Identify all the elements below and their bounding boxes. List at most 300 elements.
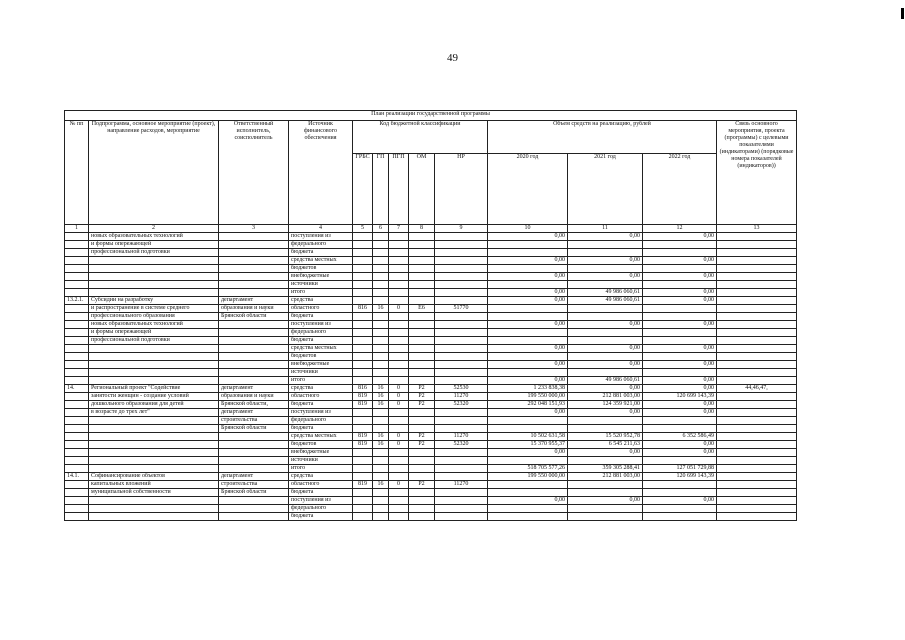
cell-pgp: 0 xyxy=(389,401,409,409)
cell-c4: поступления из xyxy=(289,321,353,329)
cell-grbs xyxy=(353,465,373,473)
cell-grbs xyxy=(353,497,373,505)
cell-np xyxy=(435,409,488,417)
header-om: ОМ xyxy=(409,154,435,225)
column-number: 8 xyxy=(409,225,435,233)
cell-c4: бюджета xyxy=(289,489,353,497)
cell-gp xyxy=(373,241,389,249)
table-row xyxy=(65,369,797,377)
cell-c3: Брянской области xyxy=(219,425,289,433)
cell-grbs xyxy=(353,425,373,433)
cell-np xyxy=(435,329,488,337)
cell-c4: средства местных xyxy=(289,433,353,441)
table-row xyxy=(65,337,797,345)
cell-om xyxy=(409,345,435,353)
cell-v2022: 0,00 xyxy=(643,297,717,305)
cell-gp xyxy=(373,329,389,337)
cell-c3: департамент xyxy=(219,385,289,393)
cell-v2021: 0,00 xyxy=(568,385,643,393)
cell-gp xyxy=(373,313,389,321)
cell-c3 xyxy=(219,513,289,521)
cell-c13: 44,46,47, xyxy=(717,385,797,393)
column-number: 1 xyxy=(65,225,89,233)
cell-gp xyxy=(373,417,389,425)
header-link: Связь основного мероприятия, проекта (программы) с целевыми показателями (индикаторами) (порядковые номера показателей (индикаторов)) xyxy=(717,121,797,225)
cell-pgp xyxy=(389,489,409,497)
cell-v2021 xyxy=(568,337,643,345)
table-row xyxy=(65,273,797,281)
cell-np xyxy=(435,505,488,513)
cell-c2 xyxy=(89,425,219,433)
cell-c1 xyxy=(65,353,89,361)
cell-v2021: 0,00 xyxy=(568,409,643,417)
cell-v2021: 0,00 xyxy=(568,361,643,369)
column-number: 9 xyxy=(435,225,488,233)
cell-gp: 16 xyxy=(373,401,389,409)
cell-c2: в возрасте до трех лет" xyxy=(89,409,219,417)
cell-v2021 xyxy=(568,369,643,377)
cell-c1 xyxy=(65,497,89,505)
cell-c1 xyxy=(65,417,89,425)
cell-v2020: 199 550 000,00 xyxy=(488,393,568,401)
cell-c4: областного xyxy=(289,481,353,489)
cell-grbs: 816 xyxy=(353,305,373,313)
cell-c2: новых образовательных технологий xyxy=(89,233,219,241)
cell-grbs xyxy=(353,449,373,457)
cell-gp xyxy=(373,321,389,329)
cell-grbs xyxy=(353,369,373,377)
cell-c2 xyxy=(89,273,219,281)
cell-pgp: 0 xyxy=(389,305,409,313)
cell-np: 11270 xyxy=(435,481,488,489)
cell-c2: муниципальной собственности xyxy=(89,489,219,497)
cell-v2022: 0,00 xyxy=(643,289,717,297)
cell-c13 xyxy=(717,329,797,337)
cell-om xyxy=(409,489,435,497)
cell-om: Р2 xyxy=(409,441,435,449)
cell-c1 xyxy=(65,481,89,489)
cell-c4: бюджета xyxy=(289,425,353,433)
cell-c2 xyxy=(89,257,219,265)
cell-v2020 xyxy=(488,457,568,465)
cell-c2: занятости женщин - создание условий xyxy=(89,393,219,401)
table-row xyxy=(65,377,797,385)
cell-v2020 xyxy=(488,265,568,273)
cell-c2 xyxy=(89,345,219,353)
cell-grbs xyxy=(353,417,373,425)
cell-np xyxy=(435,449,488,457)
header-volume: Объем средств на реализацию, рублей xyxy=(488,121,717,154)
cell-c1: 14.1. xyxy=(65,473,89,481)
cell-c4: бюджета xyxy=(289,401,353,409)
table-row xyxy=(65,281,797,289)
cell-om xyxy=(409,265,435,273)
cell-c2: профессионального образования xyxy=(89,313,219,321)
cell-c2: профессиональной подготовки xyxy=(89,249,219,257)
cell-c1 xyxy=(65,433,89,441)
cell-np xyxy=(435,457,488,465)
cell-np xyxy=(435,489,488,497)
cell-v2021: 359 305 288,41 xyxy=(568,465,643,473)
cell-v2020 xyxy=(488,513,568,521)
header-budget-code: Код бюджетной классификации xyxy=(353,121,488,154)
cell-c2 xyxy=(89,441,219,449)
cell-grbs xyxy=(353,329,373,337)
cell-v2021: 0,00 xyxy=(568,345,643,353)
cell-grbs xyxy=(353,457,373,465)
cell-c2 xyxy=(89,433,219,441)
cell-v2022 xyxy=(643,369,717,377)
cell-om: Р2 xyxy=(409,401,435,409)
cell-c13 xyxy=(717,441,797,449)
cell-om xyxy=(409,425,435,433)
cell-c13 xyxy=(717,409,797,417)
cell-c13 xyxy=(717,273,797,281)
cell-v2020: 0,00 xyxy=(488,361,568,369)
cell-c13 xyxy=(717,361,797,369)
cell-c2 xyxy=(89,497,219,505)
cell-c13 xyxy=(717,489,797,497)
table-row xyxy=(65,385,797,393)
cell-grbs xyxy=(353,297,373,305)
cell-om xyxy=(409,497,435,505)
edge-mark xyxy=(901,8,904,19)
table-row xyxy=(65,289,797,297)
cell-c4: федерального xyxy=(289,329,353,337)
cell-pgp xyxy=(389,345,409,353)
cell-np xyxy=(435,345,488,353)
cell-c3 xyxy=(219,265,289,273)
cell-c13 xyxy=(717,473,797,481)
cell-om xyxy=(409,329,435,337)
table-row xyxy=(65,393,797,401)
cell-c2: новых образовательных технологий xyxy=(89,321,219,329)
cell-v2022: 0,00 xyxy=(643,441,717,449)
cell-om xyxy=(409,281,435,289)
cell-v2022 xyxy=(643,241,717,249)
cell-c2 xyxy=(89,369,219,377)
cell-c13 xyxy=(717,433,797,441)
cell-v2022: 0,00 xyxy=(643,321,717,329)
cell-c1 xyxy=(65,281,89,289)
cell-c13 xyxy=(717,481,797,489)
cell-v2021 xyxy=(568,305,643,313)
cell-c3 xyxy=(219,337,289,345)
cell-np xyxy=(435,281,488,289)
cell-c13 xyxy=(717,305,797,313)
cell-c13 xyxy=(717,233,797,241)
header-pgp: ПГП xyxy=(389,154,409,225)
cell-pgp xyxy=(389,505,409,513)
cell-v2022 xyxy=(643,337,717,345)
cell-c4: итого xyxy=(289,377,353,385)
cell-grbs xyxy=(353,513,373,521)
header-grbs: ГРБС xyxy=(353,154,373,225)
cell-c3: Брянской области, xyxy=(219,401,289,409)
cell-gp xyxy=(373,289,389,297)
cell-v2021: 0,00 xyxy=(568,257,643,265)
table-row xyxy=(65,401,797,409)
cell-gp xyxy=(373,361,389,369)
cell-c13 xyxy=(717,241,797,249)
cell-pgp xyxy=(389,297,409,305)
cell-v2021 xyxy=(568,353,643,361)
cell-v2022: 0,00 xyxy=(643,257,717,265)
cell-pgp xyxy=(389,273,409,281)
cell-v2021 xyxy=(568,281,643,289)
cell-c3 xyxy=(219,497,289,505)
cell-pgp xyxy=(389,329,409,337)
cell-pgp xyxy=(389,513,409,521)
cell-c13 xyxy=(717,321,797,329)
cell-c3: департамент xyxy=(219,473,289,481)
cell-v2021 xyxy=(568,241,643,249)
cell-om: Р2 xyxy=(409,385,435,393)
cell-v2022: 0,00 xyxy=(643,361,717,369)
cell-om xyxy=(409,369,435,377)
cell-pgp: 0 xyxy=(389,441,409,449)
cell-c13 xyxy=(717,369,797,377)
cell-om xyxy=(409,257,435,265)
cell-c2 xyxy=(89,361,219,369)
cell-gp xyxy=(373,273,389,281)
cell-c1 xyxy=(65,425,89,433)
cell-c3 xyxy=(219,377,289,385)
cell-c4: поступления из xyxy=(289,409,353,417)
cell-v2020 xyxy=(488,337,568,345)
cell-pgp xyxy=(389,417,409,425)
cell-v2020 xyxy=(488,481,568,489)
cell-c4: поступления из xyxy=(289,497,353,505)
header-activity: Подпрограмма, основное мероприятие (проект), направление расходов, мероприятие xyxy=(89,121,219,225)
cell-c4: поступления из xyxy=(289,233,353,241)
cell-c2: и распространение в системе среднего xyxy=(89,305,219,313)
cell-pgp xyxy=(389,497,409,505)
cell-c4: средства xyxy=(289,297,353,305)
cell-v2022: 0,00 xyxy=(643,497,717,505)
cell-pgp: 0 xyxy=(389,393,409,401)
cell-c2 xyxy=(89,417,219,425)
cell-c4: итого xyxy=(289,289,353,297)
cell-gp xyxy=(373,457,389,465)
cell-np: 52530 xyxy=(435,385,488,393)
cell-v2021 xyxy=(568,513,643,521)
column-number: 3 xyxy=(219,225,289,233)
cell-c2 xyxy=(89,265,219,273)
cell-c1 xyxy=(65,329,89,337)
table-row xyxy=(65,497,797,505)
cell-np xyxy=(435,321,488,329)
cell-c1 xyxy=(65,249,89,257)
cell-c13 xyxy=(717,281,797,289)
cell-pgp xyxy=(389,313,409,321)
cell-np: 11270 xyxy=(435,433,488,441)
cell-v2022: 127 051 729,88 xyxy=(643,465,717,473)
cell-c2 xyxy=(89,377,219,385)
cell-pgp: 0 xyxy=(389,385,409,393)
cell-v2022 xyxy=(643,417,717,425)
cell-v2022: 0,00 xyxy=(643,385,717,393)
column-number: 4 xyxy=(289,225,353,233)
cell-c3: Брянской области xyxy=(219,313,289,321)
cell-v2020 xyxy=(488,313,568,321)
cell-c13 xyxy=(717,497,797,505)
cell-np xyxy=(435,473,488,481)
cell-c3 xyxy=(219,249,289,257)
cell-pgp xyxy=(389,377,409,385)
table-row xyxy=(65,417,797,425)
cell-c4: федерального xyxy=(289,241,353,249)
cell-om xyxy=(409,505,435,513)
cell-om: Р2 xyxy=(409,393,435,401)
cell-c13 xyxy=(717,401,797,409)
cell-gp: 16 xyxy=(373,441,389,449)
cell-c1 xyxy=(65,369,89,377)
cell-grbs: 819 xyxy=(353,481,373,489)
cell-c4: источники xyxy=(289,281,353,289)
table-row xyxy=(65,481,797,489)
cell-v2020: 1 233 838,38 xyxy=(488,385,568,393)
cell-v2022 xyxy=(643,265,717,273)
cell-gp xyxy=(373,513,389,521)
cell-v2020 xyxy=(488,353,568,361)
cell-c1 xyxy=(65,393,89,401)
cell-np: 11270 xyxy=(435,393,488,401)
cell-c1 xyxy=(65,305,89,313)
cell-v2020: 199 550 000,00 xyxy=(488,473,568,481)
cell-om xyxy=(409,289,435,297)
cell-np xyxy=(435,257,488,265)
cell-c2: профессиональной подготовки xyxy=(89,337,219,345)
cell-pgp xyxy=(389,265,409,273)
header-2021: 2021 год xyxy=(568,154,643,225)
cell-v2021 xyxy=(568,425,643,433)
cell-c3 xyxy=(219,329,289,337)
cell-pgp xyxy=(389,289,409,297)
cell-c3 xyxy=(219,441,289,449)
cell-c4: внебюджетные xyxy=(289,449,353,457)
cell-v2022 xyxy=(643,457,717,465)
cell-om xyxy=(409,409,435,417)
cell-gp xyxy=(373,409,389,417)
cell-np xyxy=(435,265,488,273)
cell-c2 xyxy=(89,281,219,289)
cell-c4: бюджета xyxy=(289,337,353,345)
cell-c2 xyxy=(89,449,219,457)
cell-v2020 xyxy=(488,281,568,289)
cell-v2021 xyxy=(568,505,643,513)
cell-c4: источники xyxy=(289,369,353,377)
cell-c3: строительства xyxy=(219,417,289,425)
header-2022: 2022 год xyxy=(643,154,717,225)
header-source: Источник финансового обеспечения xyxy=(289,121,353,225)
cell-c4: бюджетов xyxy=(289,353,353,361)
column-numbers-row xyxy=(65,225,797,233)
cell-c1 xyxy=(65,273,89,281)
cell-c13 xyxy=(717,417,797,425)
column-number: 12 xyxy=(643,225,717,233)
cell-v2020: 0,00 xyxy=(488,289,568,297)
cell-v2022 xyxy=(643,481,717,489)
cell-grbs: 819 xyxy=(353,393,373,401)
cell-om xyxy=(409,297,435,305)
header-number: № пп xyxy=(65,121,89,225)
cell-v2021 xyxy=(568,417,643,425)
cell-v2020: 0,00 xyxy=(488,233,568,241)
cell-v2022: 0,00 xyxy=(643,401,717,409)
cell-c1 xyxy=(65,449,89,457)
cell-c4: внебюджетные xyxy=(289,361,353,369)
cell-np xyxy=(435,513,488,521)
table-row xyxy=(65,249,797,257)
cell-v2022 xyxy=(643,425,717,433)
cell-v2020: 292 048 151,93 xyxy=(488,401,568,409)
cell-np xyxy=(435,249,488,257)
cell-c2 xyxy=(89,353,219,361)
cell-v2022: 0,00 xyxy=(643,233,717,241)
table-row xyxy=(65,361,797,369)
cell-c3: строительства xyxy=(219,481,289,489)
cell-v2020 xyxy=(488,329,568,337)
cell-pgp xyxy=(389,449,409,457)
cell-c1 xyxy=(65,241,89,249)
cell-c3 xyxy=(219,345,289,353)
table-row xyxy=(65,345,797,353)
cell-om xyxy=(409,473,435,481)
cell-pgp xyxy=(389,353,409,361)
cell-c4: бюджетов xyxy=(289,265,353,273)
cell-gp: 16 xyxy=(373,481,389,489)
cell-c1 xyxy=(65,257,89,265)
cell-c3: образования и науки xyxy=(219,393,289,401)
cell-np xyxy=(435,241,488,249)
cell-om xyxy=(409,249,435,257)
cell-c3 xyxy=(219,241,289,249)
cell-pgp xyxy=(389,425,409,433)
page-number: 49 xyxy=(447,52,458,64)
cell-v2020: 0,00 xyxy=(488,377,568,385)
cell-v2021: 49 986 060,61 xyxy=(568,377,643,385)
cell-c3 xyxy=(219,457,289,465)
cell-v2022 xyxy=(643,505,717,513)
cell-v2020: 0,00 xyxy=(488,449,568,457)
cell-c13 xyxy=(717,265,797,273)
cell-np xyxy=(435,497,488,505)
cell-pgp xyxy=(389,369,409,377)
cell-v2020 xyxy=(488,489,568,497)
cell-grbs xyxy=(353,273,373,281)
cell-grbs xyxy=(353,377,373,385)
cell-v2022 xyxy=(643,353,717,361)
cell-v2021: 6 545 211,63 xyxy=(568,441,643,449)
cell-c1 xyxy=(65,505,89,513)
cell-c2: и формы опережающей xyxy=(89,329,219,337)
cell-c3 xyxy=(219,281,289,289)
table-row xyxy=(65,449,797,457)
cell-c13 xyxy=(717,289,797,297)
cell-c13 xyxy=(717,449,797,457)
cell-c3 xyxy=(219,449,289,457)
cell-v2021 xyxy=(568,457,643,465)
cell-grbs: 816 xyxy=(353,385,373,393)
table-row xyxy=(65,457,797,465)
cell-gp: 16 xyxy=(373,393,389,401)
cell-grbs xyxy=(353,241,373,249)
cell-np xyxy=(435,369,488,377)
cell-v2021: 0,00 xyxy=(568,321,643,329)
cell-c1 xyxy=(65,337,89,345)
header-2020: 2020 год xyxy=(488,154,568,225)
